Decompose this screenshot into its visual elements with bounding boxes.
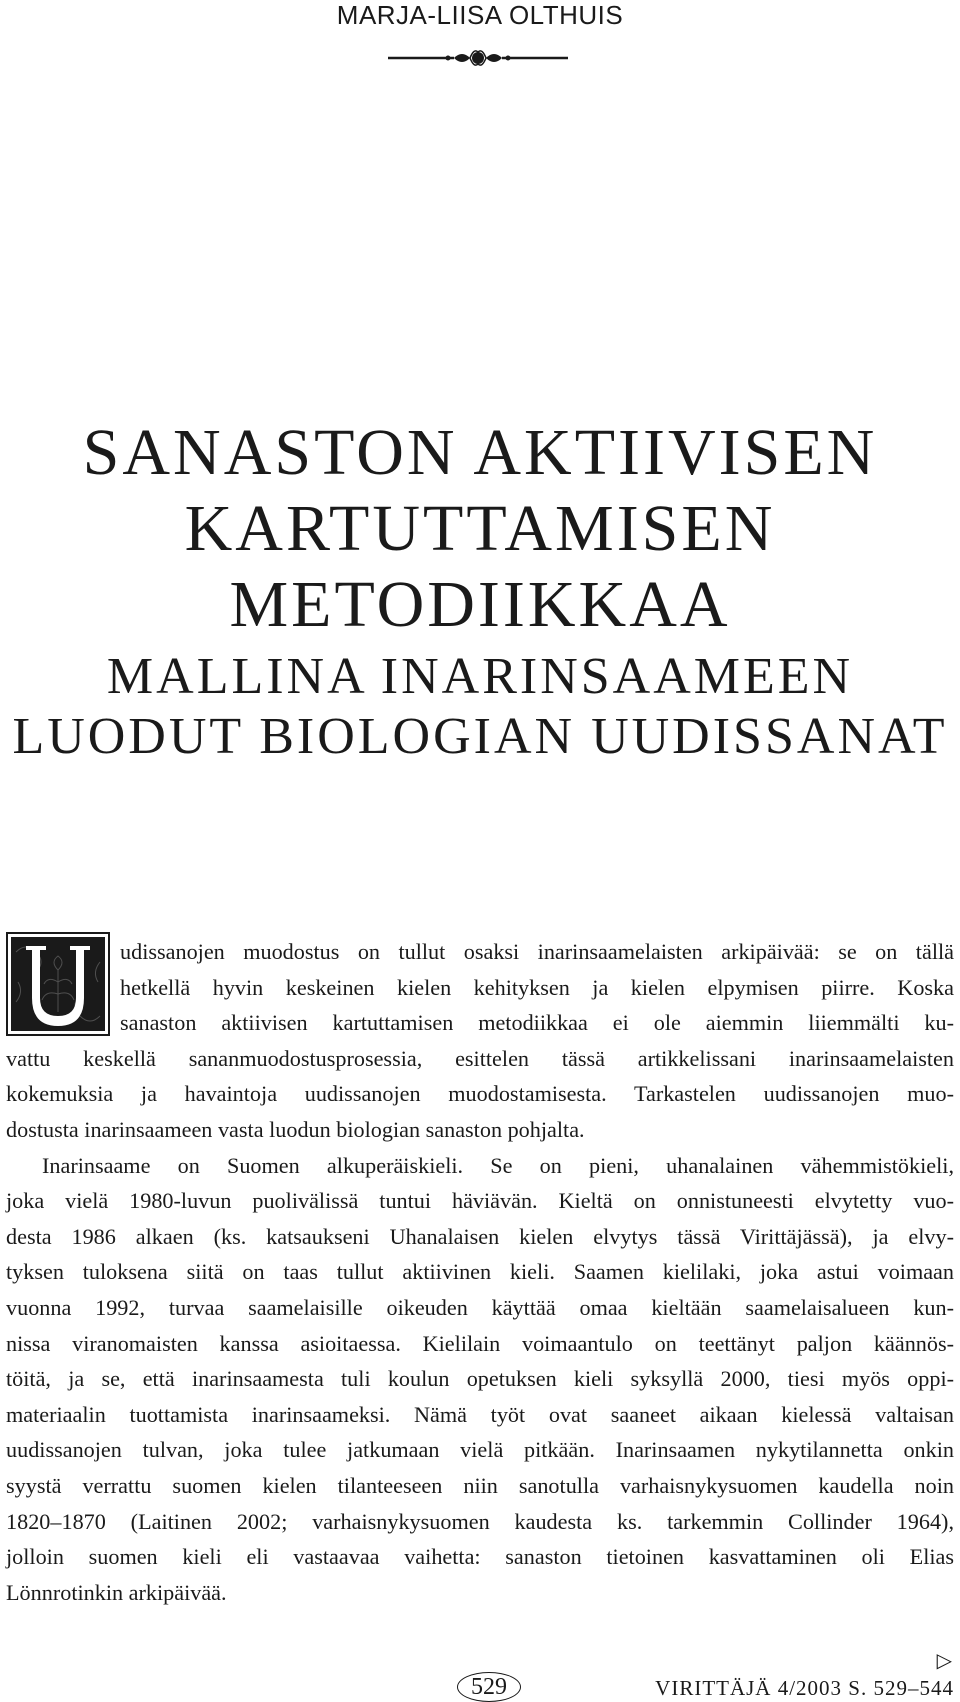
page-number: 529 bbox=[457, 1672, 521, 1702]
body-line: dostusta inarinsaameen vasta luodun biologian sanaston pohjalta. bbox=[6, 1116, 585, 1142]
body-line: tyksen tuloksena siitä on taas tullut aktiivinen kieli. Saamen kielilaki, joka astui voimaan bbox=[6, 1259, 954, 1285]
body-line: uudissanojen tulvan, joka tulee jatkumaan vielä pitkään. Inarinsaamen nykytilannetta onkin bbox=[6, 1437, 954, 1463]
article-subtitle bbox=[0, 647, 960, 767]
body-line: materiaalin tuottamista inarinsaameksi. Nämä työt ovat saaneet aikaan kielessä valtaisan bbox=[6, 1401, 954, 1427]
subtitle-line: LUODUT BIOLOGIAN UUDISSANAT bbox=[12, 708, 948, 765]
body-line: töitä, ja se, että inarinsaamesta tuli koulun opetuksen kieli syksyllä 2000, tiesi myös oppi- bbox=[6, 1366, 954, 1392]
body-line: vuonna 1992, turvaa saamelaisille oikeuden käyttää omaa kieltään saamelaisalueen kun- bbox=[6, 1294, 954, 1320]
fleuron-ornament-icon bbox=[388, 46, 568, 70]
body-line: vattu keskellä sananmuodostusprosessia, esittelen tässä artikkelissani inarinsaamelaisten bbox=[6, 1045, 954, 1071]
body-line: kokemuksia ja havaintoja uudissanojen muodostamisesta. Tarkastelen uudissanojen muo- bbox=[6, 1081, 954, 1107]
author-name: MARJA-LIISA OLTHUIS bbox=[336, 0, 624, 30]
body-line: 1820–1870 (Laitinen 2002; varhaisnykysuomen kaudesta ks. tarkemmin Collinder 1964), bbox=[6, 1508, 954, 1534]
article-body bbox=[6, 934, 954, 1610]
body-line: hetkellä hyvin keskeinen kielen kehityksen ja kielen elpymisen piirre. Koska bbox=[120, 974, 954, 1000]
subtitle-line: MALLINA INARINSAAMEEN bbox=[106, 648, 854, 705]
body-line: joka vielä 1980-luvun puolivälissä tuntui häviävän. Kieltä on onnistuneesti elvytetty vuo- bbox=[6, 1188, 954, 1214]
body-line: nissa viranomaisten kanssa asioitaessa. Kielilain voimaantulo on teettänyt paljon käännös- bbox=[6, 1330, 954, 1356]
body-line: desta 1986 alkaen (ks. katsaukseni Uhanalaisen kielen elvytys tässä Virittäjässä), ja elvy- bbox=[6, 1223, 954, 1249]
body-line: udissanojen muodostus on tullut osaksi inarinsaamelaisten arkipäivää: se on tällä bbox=[120, 939, 954, 964]
body-line: sanaston aktiivisen kartuttamisen metodiikkaa ei ole aiemmin liiemmälti ku- bbox=[120, 1010, 954, 1036]
title-line: METODIIKKAA bbox=[229, 568, 731, 641]
continue-arrow-icon: ▷ bbox=[936, 1648, 952, 1672]
body-line: Lönnrotinkin arkipäivää. bbox=[6, 1579, 227, 1605]
article-title bbox=[0, 415, 960, 643]
body-line: jolloin suomen kieli eli vastaavaa vaihetta: sanaston tietoinen kasvattaminen oli Elias bbox=[6, 1544, 954, 1570]
title-line: SANASTON AKTIIVISEN bbox=[82, 416, 878, 489]
title-line: KARTUTTAMISEN bbox=[184, 492, 776, 565]
body-line: syystä verrattu suomen kielen tilanteeseen niin sanotulla varhaisnykysuomen kaudella noin bbox=[6, 1472, 954, 1498]
journal-reference: VIRITTÄJÄ 4/2003 S. 529–544 bbox=[655, 1676, 954, 1700]
body-line: Inarinsaame on Suomen alkuperäiskieli. Se on pieni, uhanalainen vähemmistökieli, bbox=[42, 1152, 954, 1178]
